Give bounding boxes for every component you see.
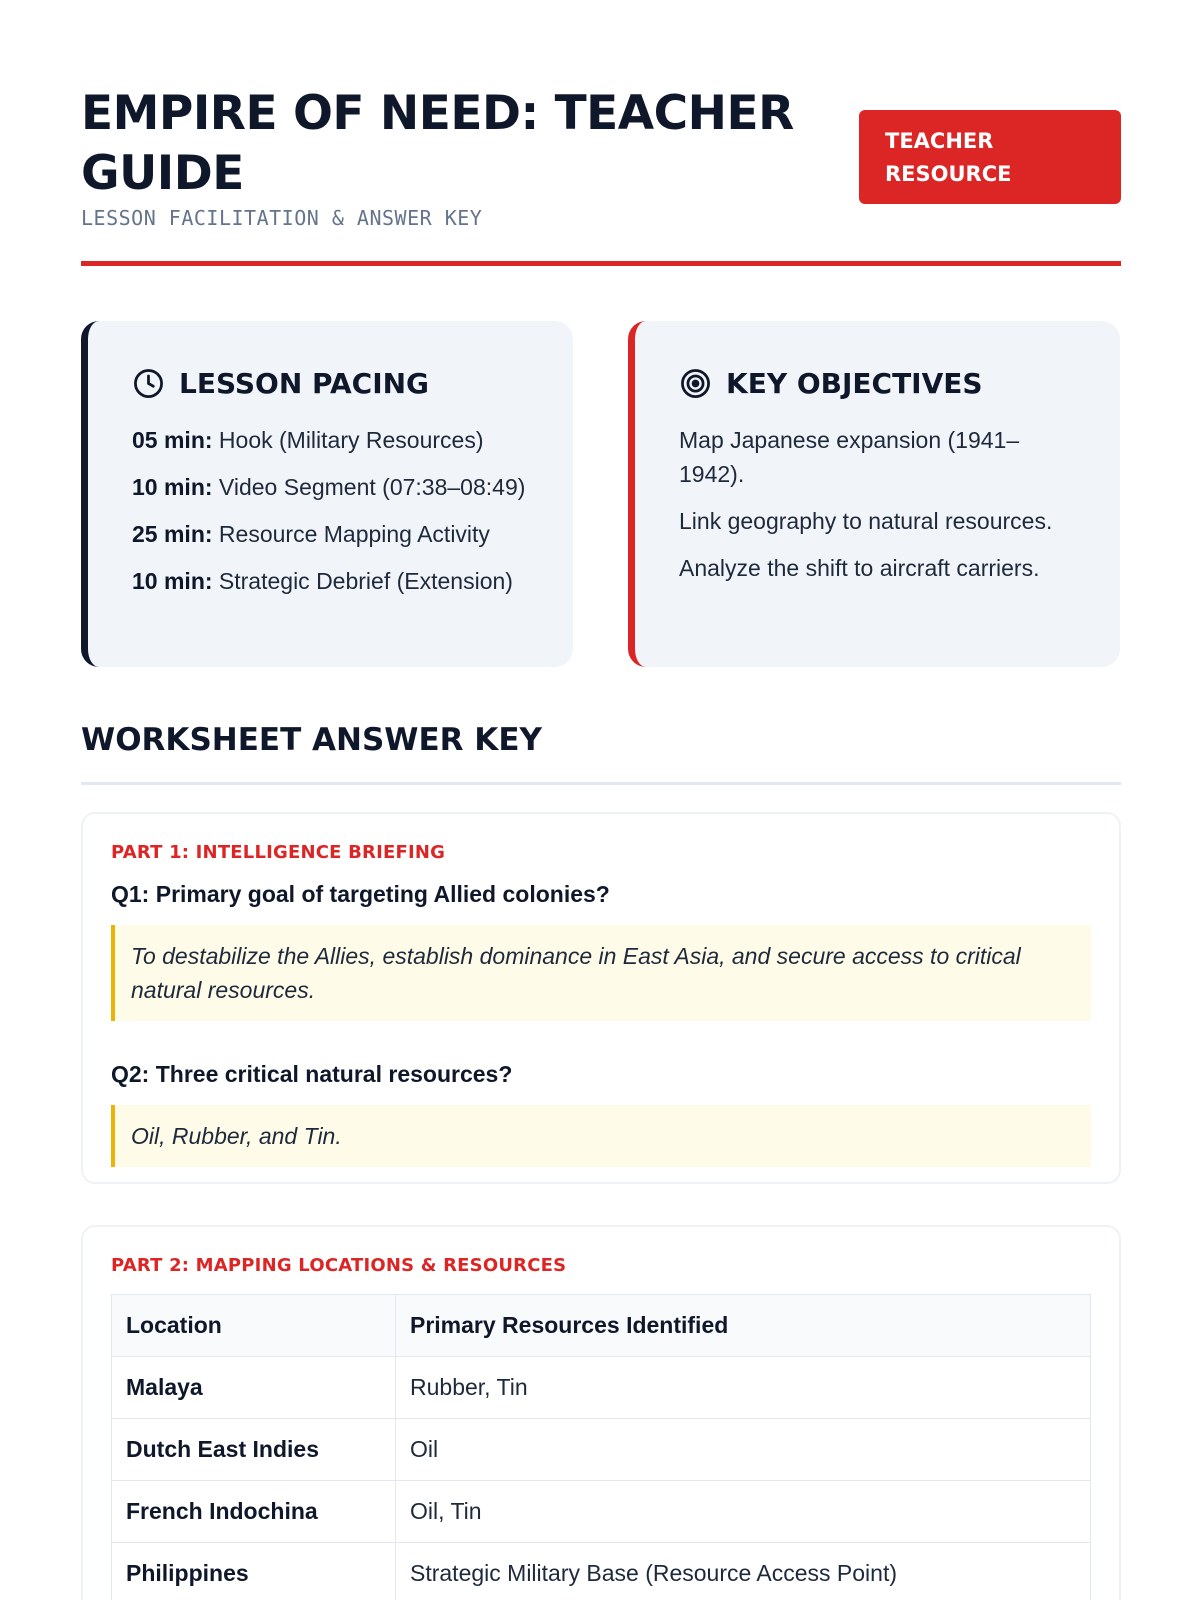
clock-icon bbox=[132, 367, 165, 400]
resources-cell: Oil bbox=[396, 1419, 1091, 1481]
question-2: Q2: Three critical natural resources? bbox=[111, 1061, 513, 1087]
header bbox=[81, 84, 1121, 230]
pacing-item bbox=[132, 517, 537, 551]
resources-cell: Strategic Military Base (Resource Access Point) bbox=[396, 1543, 1091, 1600]
pacing-time: 10 min: bbox=[132, 474, 213, 500]
target-icon bbox=[679, 367, 712, 400]
part2-label: PART 2: MAPPING LOCATIONS & RESOURCES bbox=[111, 1255, 567, 1276]
pacing-activity: Hook (Military Resources) bbox=[218, 427, 484, 453]
key-objectives-card bbox=[628, 321, 1120, 667]
pacing-list bbox=[132, 423, 537, 598]
objective-item: Map Japanese expansion (1941–1942). bbox=[679, 427, 1020, 487]
answer-key-title: WORKSHEET ANSWER KEY bbox=[81, 722, 542, 758]
resources-cell: Rubber, Tin bbox=[396, 1357, 1091, 1419]
question-1: Q1: Primary goal of targeting Allied colonies? bbox=[111, 881, 610, 907]
header-divider bbox=[81, 261, 1121, 266]
page-subtitle: LESSON FACILITATION & ANSWER KEY bbox=[81, 206, 483, 230]
location-cell: Philippines bbox=[112, 1543, 396, 1600]
key-objectives-title: KEY OBJECTIVES bbox=[726, 366, 983, 400]
pacing-time: 10 min: bbox=[132, 568, 213, 594]
table-body bbox=[112, 1357, 1091, 1600]
pacing-activity: Resource Mapping Activity bbox=[218, 521, 490, 547]
pacing-item bbox=[132, 564, 537, 598]
resource-table bbox=[111, 1294, 1091, 1600]
location-cell: French Indochina bbox=[112, 1481, 396, 1543]
table-row bbox=[112, 1481, 1091, 1543]
part1-label: PART 1: INTELLIGENCE BRIEFING bbox=[111, 842, 446, 863]
location-cell: Dutch East Indies bbox=[112, 1419, 396, 1481]
table-row bbox=[112, 1357, 1091, 1419]
part2-panel bbox=[81, 1225, 1121, 1600]
teacher-resource-badge: TEACHER RESOURCE bbox=[859, 110, 1121, 204]
part1-panel bbox=[81, 812, 1121, 1184]
column-header-location: Location bbox=[112, 1295, 396, 1357]
location-cell: Malaya bbox=[112, 1357, 396, 1419]
objectives-list bbox=[679, 423, 1084, 585]
pacing-item bbox=[132, 423, 537, 457]
lesson-pacing-card bbox=[81, 321, 573, 667]
resources-cell: Oil, Tin bbox=[396, 1481, 1091, 1543]
key-objectives-heading bbox=[679, 365, 1084, 401]
pacing-activity: Video Segment (07:38–08:49) bbox=[218, 474, 526, 500]
table-header-row bbox=[112, 1295, 1091, 1357]
lesson-pacing-title: LESSON PACING bbox=[179, 366, 430, 400]
answer-key-divider bbox=[81, 782, 1121, 785]
objective-item: Analyze the shift to aircraft carriers. bbox=[679, 555, 1040, 581]
lesson-pacing-heading bbox=[132, 365, 537, 401]
objective-item: Link geography to natural resources. bbox=[679, 508, 1053, 534]
answer-1: To destabilize the Allies, establish dominance in East Asia, and secure access to critical natural resources. bbox=[111, 925, 1091, 1021]
pacing-activity: Strategic Debrief (Extension) bbox=[218, 568, 513, 594]
table-row bbox=[112, 1419, 1091, 1481]
pacing-time: 25 min: bbox=[132, 521, 213, 547]
column-header-resources: Primary Resources Identified bbox=[396, 1295, 1091, 1357]
table-row bbox=[112, 1543, 1091, 1600]
answer-2: Oil, Rubber, and Tin. bbox=[111, 1105, 1091, 1167]
pacing-time: 05 min: bbox=[132, 427, 213, 453]
pacing-item bbox=[132, 470, 537, 504]
page-title: EMPIRE OF NEED: TEACHER GUIDE bbox=[81, 86, 794, 201]
